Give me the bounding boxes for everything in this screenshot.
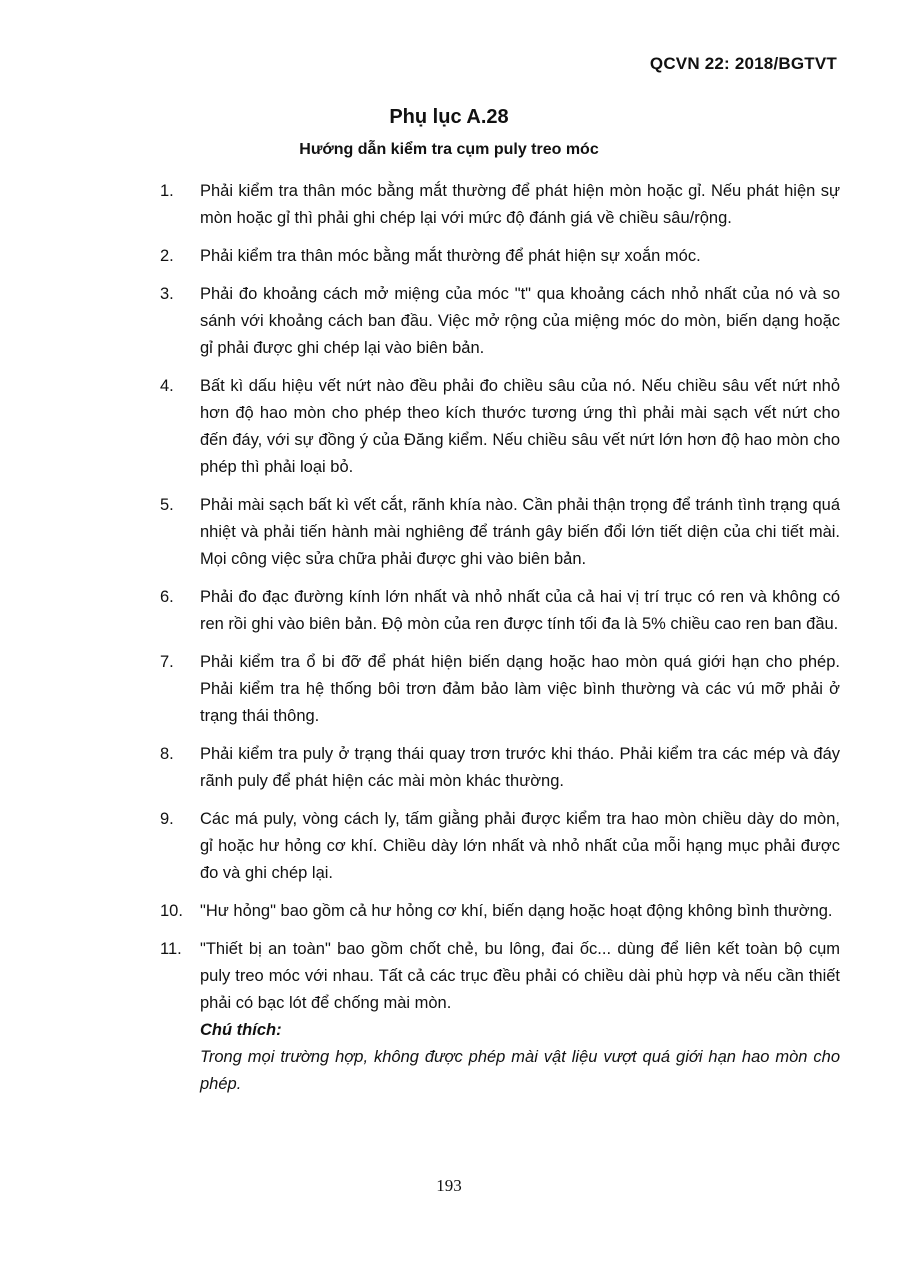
list-item bbox=[150, 492, 840, 573]
item-number: 1. bbox=[160, 182, 174, 200]
item-number: 3. bbox=[160, 285, 174, 303]
list-item bbox=[150, 649, 840, 730]
list-item bbox=[150, 281, 840, 362]
item-number: 8. bbox=[160, 745, 174, 763]
list-item bbox=[150, 178, 840, 232]
item-text: Phải mài sạch bất kì vết cắt, rãnh khía nào. Cần phải thận trọng để tránh tình trạng quá nhiệt và phải tiến hành mài nghiêng để tránh gây biến đổi lớn tiết diện của chi tiết mài. Mọi công việc sửa chữa phải được ghi vào biên bản. bbox=[200, 496, 840, 568]
item-text: Phải đo khoảng cách mở miệng của móc "t" qua khoảng cách nhỏ nhất của nó và so sánh với khoảng cách ban đầu. Việc mở rộng của miệng móc do mòn, biến dạng hoặc gỉ phải được ghi chép lại vào biên bản. bbox=[200, 285, 840, 357]
page-number: 193 bbox=[436, 1176, 462, 1195]
item-text: Phải kiểm tra thân móc bằng mắt thường để phát hiện mòn hoặc gỉ. Nếu phát hiện sự mòn hoặc gỉ thì phải ghi chép lại với mức độ đánh giá về chiều sâu/rộng. bbox=[200, 182, 840, 227]
item-number: 2. bbox=[160, 247, 174, 265]
item-text: Phải kiểm tra ổ bi đỡ để phát hiện biến dạng hoặc hao mòn quá giới hạn cho phép. Phải kiểm tra hệ thống bôi trơn đảm bảo làm việc bình thường và các vú mỡ phải ở trạng thái thông. bbox=[200, 653, 840, 725]
list-item bbox=[150, 584, 840, 638]
document-code: QCVN 22: 2018/BGTVT bbox=[649, 54, 837, 73]
appendix-title: Phụ lục A.28 bbox=[389, 106, 509, 128]
list-item bbox=[150, 898, 840, 925]
appendix-subtitle: Hướng dẫn kiểm tra cụm puly treo móc bbox=[299, 141, 599, 158]
list-item bbox=[150, 936, 840, 1098]
item-text: Phải kiểm tra puly ở trạng thái quay trơn trước khi tháo. Phải kiểm tra các mép và đáy rãnh puly để phát hiện các mài mòn khác thường. bbox=[200, 745, 840, 790]
note-title: Chú thích: bbox=[200, 1021, 282, 1039]
item-text: Các má puly, vòng cách ly, tấm giằng phải được kiểm tra hao mòn chiều dày do mòn, gỉ hoặc hư hỏng cơ khí. Chiều dày lớn nhất và nhỏ nhất của mỗi hạng mục phải được đo và ghi chép lại. bbox=[200, 810, 840, 882]
item-number: 5. bbox=[160, 496, 174, 514]
item-number: 4. bbox=[160, 377, 174, 395]
item-text: Phải kiểm tra thân móc bằng mắt thường để phát hiện sự xoắn móc. bbox=[200, 247, 701, 265]
list-item bbox=[150, 741, 840, 795]
item-text: "Hư hỏng" bao gồm cả hư hỏng cơ khí, biến dạng hoặc hoạt động không bình thường. bbox=[200, 902, 833, 920]
list-item bbox=[150, 806, 840, 887]
item-number: 6. bbox=[160, 588, 174, 606]
item-text: Phải đo đạc đường kính lớn nhất và nhỏ nhất của cả hai vị trí trục có ren và không có ren rồi ghi vào biên bản. Độ mòn của ren được tính tối đa là 5% chiều cao ren ban đầu. bbox=[200, 588, 840, 633]
list-item bbox=[150, 243, 840, 270]
item-text: Bất kì dấu hiệu vết nứt nào đều phải đo chiều sâu của nó. Nếu chiều sâu vết nứt nhỏ hơn độ hao mòn cho phép theo kích thước tương ứng thì phải mài sạch vết nứt cho đến đáy, với sự đồng ý của Đăng kiểm. Nếu chiều sâu vết nứt lớn hơn độ hao mòn cho phép thì phải loại bỏ. bbox=[200, 377, 840, 476]
note-text: Trong mọi trường hợp, không được phép mài vật liệu vượt quá giới hạn hao mòn cho phép. bbox=[200, 1048, 840, 1093]
inspection-list bbox=[150, 178, 840, 1109]
item-number: 11. bbox=[160, 940, 182, 958]
item-number: 10. bbox=[160, 902, 183, 920]
list-item bbox=[150, 373, 840, 481]
item-number: 7. bbox=[160, 653, 174, 671]
item-number: 9. bbox=[160, 810, 174, 828]
item-text: "Thiết bị an toàn" bao gồm chốt chẻ, bu lông, đai ốc... dùng để liên kết toàn bộ cụm puly treo móc với nhau. Tất cả các trục đều phải có chiều dài phù hợp và nếu cần thiết phải có bạc lót để chống mài mòn. bbox=[200, 940, 840, 1012]
